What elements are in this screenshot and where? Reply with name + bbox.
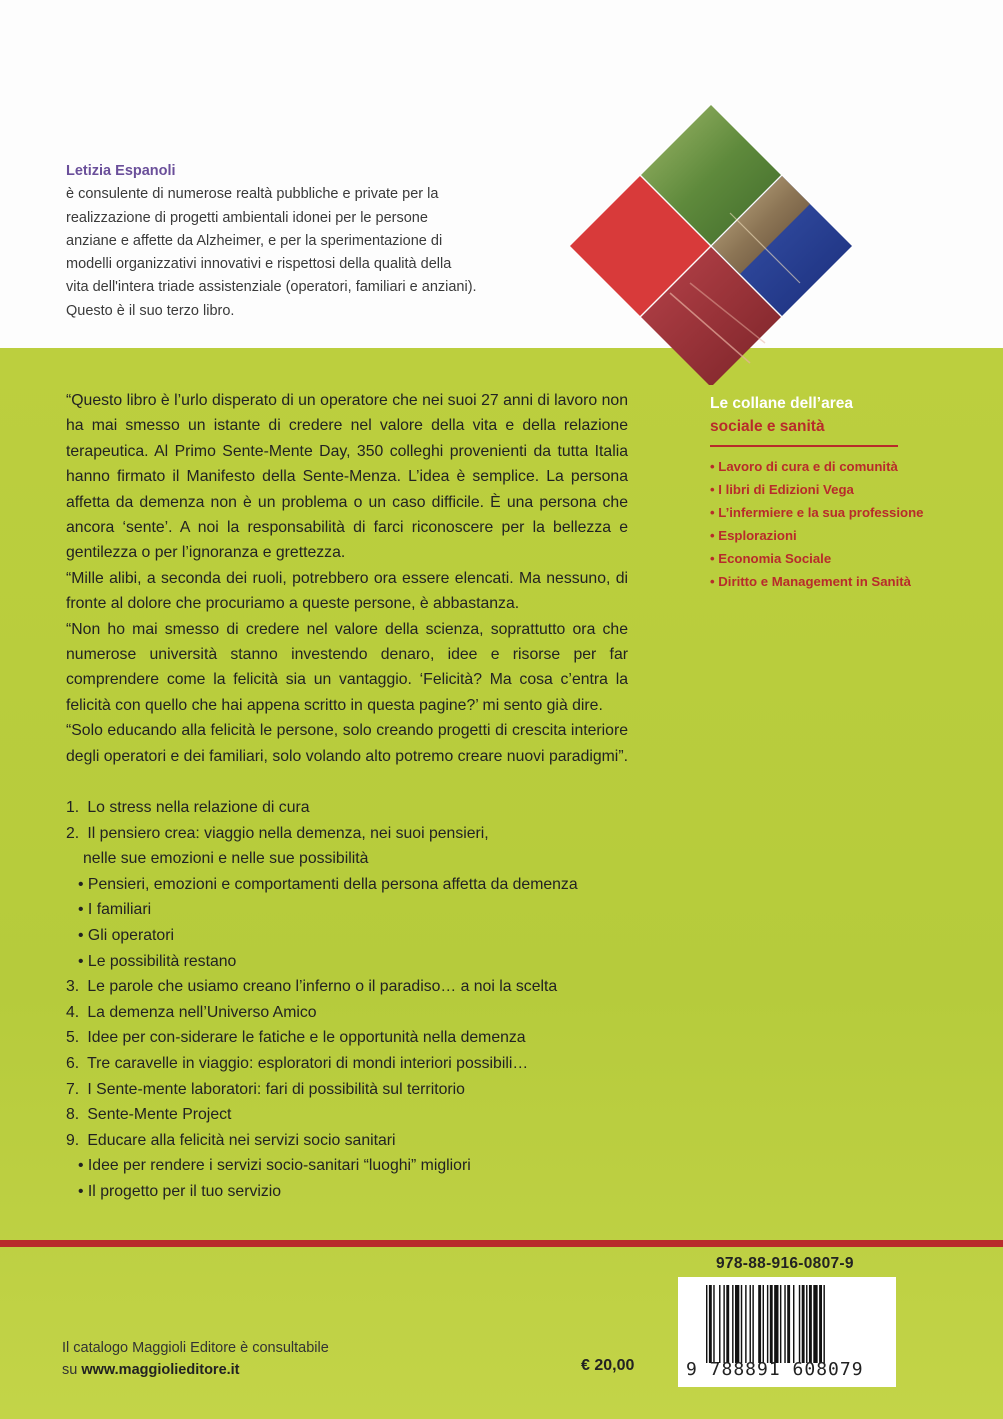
barcode-bar <box>809 1285 812 1363</box>
isbn-number: 978-88-916-0807-9 <box>716 1255 854 1272</box>
barcode-bar <box>787 1285 790 1363</box>
series-title-line2: sociale e sanità <box>710 418 825 435</box>
price: € 20,00 <box>581 1357 635 1374</box>
barcode-bar <box>706 1285 707 1363</box>
barcode-bar <box>750 1285 751 1363</box>
toc-subitem: • Il progetto per il tuo servizio <box>78 1182 282 1200</box>
barcode-bar <box>758 1285 761 1363</box>
toc-item-continuation: nelle sue emozioni e nelle sue possibilità <box>83 850 369 868</box>
author-bio-line: Questo è il suo terzo libro. <box>66 302 235 319</box>
barcode-bar <box>819 1285 822 1363</box>
toc-item: 8. Sente-Mente Project <box>66 1106 232 1124</box>
barcode-bar <box>802 1285 805 1363</box>
back-cover-quote <box>66 388 628 769</box>
toc-subitem: • Le possibilità restano <box>78 952 237 970</box>
author-bio <box>66 160 536 323</box>
series-title <box>710 392 970 438</box>
barcode-bar <box>719 1285 720 1363</box>
series-title-line1: Le collane dell’area <box>710 395 854 412</box>
barcode-bar <box>806 1285 807 1363</box>
catalog-line2: su www.maggiolieditore.it <box>62 1362 240 1378</box>
barcode-bar <box>741 1285 742 1363</box>
barcode-bar <box>793 1285 794 1363</box>
toc-subitem: • Idee per rendere i servizi socio-sanitari “luoghi” migliori <box>78 1157 471 1175</box>
toc-subitem: • Gli operatori <box>78 926 174 944</box>
barcode-bar <box>752 1285 753 1363</box>
barcode-bar <box>780 1285 781 1363</box>
quote-paragraph: “Non ho mai smesso di credere nel valore della scienza, soprattutto ora che numerose università stanno investendo denaro, idee e risorse per far comprendere come la felicità sia un vantaggio. ‘Felicità? Ma cosa c’entra la felicità con quello che hai appena scritto in questa pagine?’ mi sento già dire. <box>66 620 628 714</box>
series-item: • Economia Sociale <box>710 547 970 570</box>
cover-photo-mosaic <box>570 103 852 385</box>
toc-subitem: • I familiari <box>78 901 152 919</box>
toc-item: 5. Idee per con-siderare le fatiche e le opportunità nella demenza <box>66 1029 526 1047</box>
series-item: • Esplorazioni <box>710 524 970 547</box>
barcode-bar <box>767 1285 768 1363</box>
catalog-note <box>62 1337 329 1381</box>
series-divider <box>710 445 898 447</box>
author-bio-line: vita dell'intera triade assistenziale (operatori, familiari e anziani). <box>66 279 477 296</box>
toc-item: 4. La demenza nell’Universo Amico <box>66 1003 317 1021</box>
barcode-bar <box>799 1285 800 1363</box>
toc-item: 7. I Sente-mente laboratori: fari di possibilità sul territorio <box>66 1080 465 1098</box>
quote-paragraph: “Mille alibi, a seconda dei ruoli, potrebbero ora essere elencati. Ma nessuno, di fronte al dolore che procuriamo a queste persone, è abbastanza. <box>66 569 628 613</box>
author-bio-line: anziane e affette da Alzheimer, e per la sperimentazione di <box>66 232 443 249</box>
barcode-bars <box>706 1285 882 1363</box>
barcode-bar <box>745 1285 746 1363</box>
series-item: • Lavoro di cura e di comunità <box>710 455 970 478</box>
barcode-digits: 9 788891 608079 <box>686 1359 864 1380</box>
barcode-bar <box>823 1285 824 1363</box>
series-item: • Diritto e Management in Sanità <box>710 570 970 593</box>
barcode-bar <box>774 1285 778 1363</box>
toc-item: 3. Le parole che usiamo creano l’inferno o il paradiso… a noi la scelta <box>66 978 558 996</box>
quote-paragraph: “Solo educando alla felicità le persone, solo creando progetti di crescita interiore degli operatori e dei familiari, solo volando alto potremo creare nuovi paradigmi”. <box>66 722 628 765</box>
series-item: • L’infermiere e la sua professione <box>710 501 970 524</box>
barcode-bar <box>763 1285 764 1363</box>
barcode-bar <box>713 1285 714 1363</box>
author-bio-line: è consulente di numerose realtà pubbliche e private per la <box>66 186 439 203</box>
barcode-bar <box>784 1285 785 1363</box>
barcode-bar <box>723 1285 724 1363</box>
toc-item: 2. Il pensiero crea: viaggio nella demenza, nei suoi pensieri, <box>66 824 489 842</box>
publisher-url: www.maggiolieditore.it <box>81 1362 240 1378</box>
quote-paragraph: “Questo libro è l’urlo disperato di un operatore che nei suoi 27 anni di lavoro non ha mai smesso un istante di credere nel valore della vita e della relazione terapeutica. Al Primo Sente-Mente Day, 350 colleghi provenienti da tutta Italia hanno firmato il Manifesto della Sente-Menza. L’idea è semplice. La persona affetta da demenza non è un problema o un caso difficile. È una persona che ancora ‘sente’. A noi la responsabilità di farci riconoscere per la bellezza e gentilezza o per l’ignoranza e grettezza. <box>66 392 628 562</box>
toc-item: 9. Educare alla felicità nei servizi socio sanitari <box>66 1131 396 1149</box>
barcode-bar <box>813 1285 817 1363</box>
red-divider-line <box>0 1240 1003 1247</box>
series-list <box>710 455 970 593</box>
toc-item: 1. Lo stress nella relazione di cura <box>66 799 310 816</box>
author-bio-line: realizzazione di progetti ambientali idonei per le persone <box>66 209 428 226</box>
toc-subitem: • Pensieri, emozioni e comportamenti della persona affetta da demenza <box>78 875 578 893</box>
series-panel <box>710 392 970 593</box>
author-name: Letizia Espanoli <box>66 163 176 179</box>
series-item: • I libri di Edizioni Vega <box>710 478 970 501</box>
barcode-bar <box>735 1285 739 1363</box>
toc-item: 6. Tre caravelle in viaggio: esploratori di mondi interiori possibili… <box>66 1054 529 1072</box>
barcode-bar <box>770 1285 773 1363</box>
table-of-contents <box>66 795 646 1205</box>
barcode <box>678 1277 896 1387</box>
author-bio-line: modelli organizzativi innovativi e rispettosi della qualità della <box>66 256 452 273</box>
barcode-bar <box>732 1285 733 1363</box>
catalog-line1: Il catalogo Maggioli Editore è consultabile <box>62 1340 329 1356</box>
barcode-bar <box>709 1285 712 1363</box>
barcode-bar <box>726 1285 729 1363</box>
